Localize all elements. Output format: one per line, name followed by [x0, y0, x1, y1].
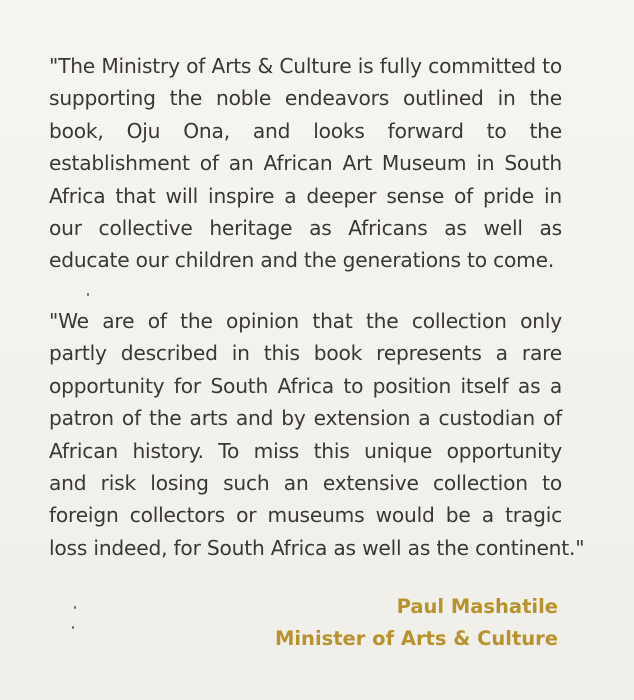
quote-line: establishment of an African Art Museum in South [49, 151, 562, 176]
quote-line: patron of the arts and by extension a custodian of [49, 406, 562, 431]
paper-speck [72, 626, 74, 629]
signature-name: Paul Mashatile [396, 595, 558, 618]
quote-line: and risk losing such an extensive collection to [49, 471, 562, 496]
quote-paragraph-2 [49, 305, 585, 564]
quote-line: partly described in this book represents a rare [49, 341, 562, 366]
signature-title: Minister of Arts & Culture [274, 627, 558, 650]
quote-line: foreign collectors or museums would be a tragic [49, 503, 562, 528]
quote-line: "The Ministry of Arts & Culture is fully committed to [49, 54, 562, 78]
quote-line: "We are of the opinion that the collection only [49, 309, 562, 333]
quote-line: our collective heritage as Africans as well as [49, 216, 562, 241]
quote-line: book, Oju Ona, and looks forward to the [49, 118, 562, 143]
quote-line: loss indeed, for South Africa as well as the continent." [49, 535, 585, 560]
paper-speck [74, 606, 76, 609]
quote-line: Africa that will inspire a deeper sense of pride in [49, 183, 562, 208]
quote-line: supporting the noble endeavors outlined in the [49, 86, 562, 111]
quote-paragraph-1 [49, 50, 562, 277]
quote-line: African history. To miss this unique opportunity [49, 438, 562, 463]
quote-line: educate our children and the generations to come. [49, 248, 555, 273]
quote-line: opportunity for South Africa to position itself as a [49, 373, 562, 398]
paper-speck [87, 293, 89, 296]
